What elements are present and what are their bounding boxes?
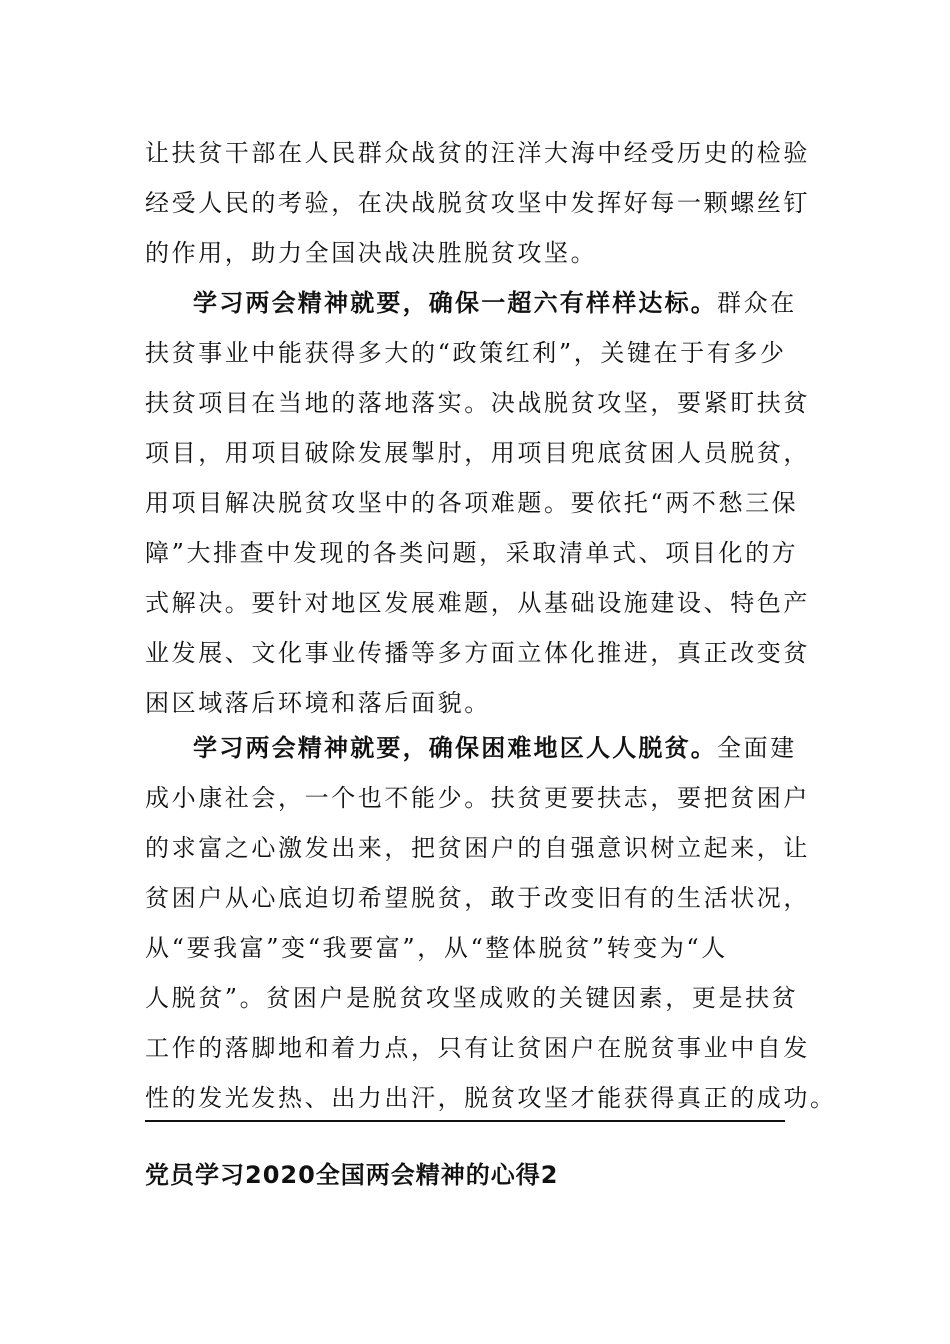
paragraph-2 xyxy=(145,278,825,728)
paragraph-line: 让扶贫干部在人民群众战贫的汪洋大海中经受历史的检验 xyxy=(145,139,810,167)
paragraph-line: 的作用，助力全国决战决胜脱贫攻坚。 xyxy=(145,239,598,267)
paragraph-line: 式解决。要针对地区发展难题，从基础设施建设、特色产 xyxy=(145,589,810,617)
paragraph-line: 成小康社会，一个也不能少。扶贫更要扶志，要把贫困户 xyxy=(145,784,810,812)
paragraph-1 xyxy=(145,128,825,278)
paragraph-line: 性的发光发热、出力出汗，脱贫攻坚才能获得真正的成功。 xyxy=(145,1084,837,1112)
paragraph-first-line xyxy=(145,278,825,328)
section-divider xyxy=(145,1120,785,1122)
paragraph-line: 业发展、文化事业传播等多方面立体化推进，真正改变贫 xyxy=(145,639,810,667)
paragraph-line: 经受人民的考验，在决战脱贫攻坚中发挥好每一颗螺丝钉 xyxy=(145,189,810,217)
paragraph-line: 工作的落脚地和着力点，只有让贫困户在脱贫事业中自发 xyxy=(145,1034,810,1062)
paragraph-line: 扶贫事业中能获得多大的“政策红利”，关键在于有多少 xyxy=(145,339,787,367)
paragraph-line: 贫困户从心底迫切希望脱贫，敢于改变旧有的生活状况， xyxy=(145,884,810,912)
paragraph-line: 人脱贫”。贫困户是脱贫攻坚成败的关键因素，更是扶贫 xyxy=(145,984,799,1012)
paragraph-lead-heading: 学习两会精神就要，确保一超六有样样达标。 xyxy=(193,289,717,317)
section-title: 党员学习2020全国两会精神的心得2 xyxy=(145,1161,559,1189)
paragraph-line: 困区域落后环境和落后面貌。 xyxy=(145,689,491,717)
paragraph-line: 扶贫项目在当地的落地落实。决战脱贫攻坚，要紧盯扶贫 xyxy=(145,389,810,417)
paragraph-line: 项目，用项目破除发展掣肘，用项目兜底贫困人员脱贫， xyxy=(145,439,810,467)
paragraph-line: 的求富之心激发出来，把贫困户的自强意识树立起来，让 xyxy=(145,834,810,862)
paragraph-line: 从“要我富”变“我要富”，从“整体脱贫”转变为“人 xyxy=(145,934,728,962)
paragraph-3 xyxy=(145,723,837,1123)
paragraph-lead-heading: 学习两会精神就要，确保困难地区人人脱贫。 xyxy=(193,734,717,762)
paragraph-line: 障”大排查中发现的各类问题，采取清单式、项目化的方 xyxy=(145,539,799,567)
paragraph-text: 全面建 xyxy=(717,734,797,762)
paragraph-first-line xyxy=(145,723,825,773)
paragraph-text: 群众在 xyxy=(717,289,797,317)
paragraph-line: 用项目解决脱贫攻坚中的各项难题。要依托“两不愁三保 xyxy=(145,489,799,517)
